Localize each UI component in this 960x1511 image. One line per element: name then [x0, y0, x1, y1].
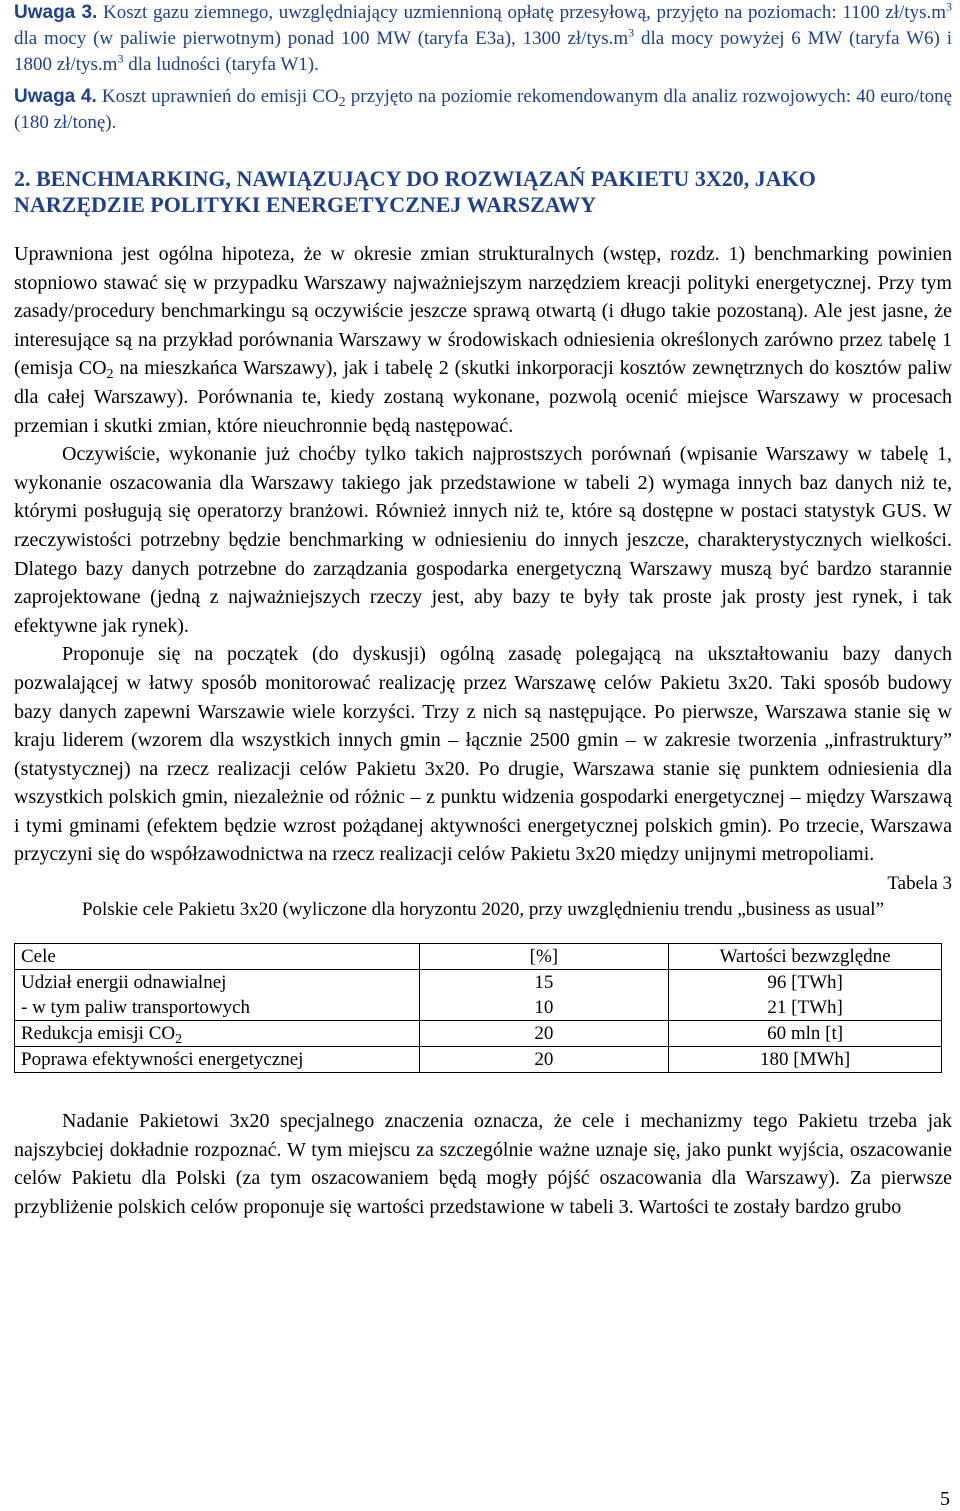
paragraph-2: Oczywiście, wykonanie już choćby tylko takich najprostszych porównań (wpisanie Warszawy w tabelę 1, wykonanie oszacowania dla Warszawy takiego jak przedstawione w tabeli 2) wymaga innych baz danych niż te, którymi posługują się operatorzy branżowi. Również innych niż te, które są dostępne w postaci statystyk GUS. W rzeczywistości potrzebny będzie benchmarking w odniesieniu do innych jeszcze, charakterystycznych wielkości. Dlatego bazy danych potrzebne do zarządzania gospodarka energetyczną Warszawy muszą być bardzo starannie zaprojektowane (jedną z najważniejszych rzeczy jest, aby bazy te były tak proste jak prosty jest rynek, i tak efektywne jak rynek).	[14, 443, 952, 637]
page-number: 5	[940, 1488, 950, 1510]
table-row: - w tym paliw transportowych 10 21 [TWh]	[15, 995, 942, 1021]
header-percent: [%]	[419, 944, 669, 970]
paragraph-4: Nadanie Pakietowi 3x20 specjalnego znaczenia oznacza, że cele i mechanizmy tego Pakietu trzeba jak najszybciej dokładnie rozpoznać. W tym miejscu za szczególnie ważne uznaje się, jako punkt wyjścia, oszacowanie celów Pakietu dla Polski (za tym oszacowaniem będą mogły pójść oszacowania dla Warszawy). Za pierwsze przybliżenie polskich celów proponuje się wartości przedstawione w tabeli 3. Wartości te zostały bardzo grubo	[14, 1110, 952, 1218]
table-row: Udział energii odnawialnej 15 96 [TWh]	[15, 970, 942, 996]
table-row: Poprawa efektywności energetycznej 20 180 [MWh]	[15, 1047, 942, 1073]
header-goals: Cele	[15, 944, 420, 970]
note-label: Uwaga 4.	[14, 86, 97, 107]
note-label: Uwaga 3.	[14, 2, 98, 23]
table-label: Tabela 3	[887, 873, 952, 895]
header-absolute: Wartości bezwzględne	[669, 944, 942, 970]
table-caption: Polskie cele Pakietu 3x20 (wyliczone dla horyzontu 2020, przy uwzględnieniu trendu „business as usual”	[81, 899, 885, 921]
paragraph-1: Uprawniona jest ogólna hipoteza, że w okresie zmian strukturalnych (wstęp, rozdz. 1) benchmarking powinien stopniowo stawać się w przypadku Warszawy najważniejszym narzędziem kreacji polityki energetycznej. Przy tym zasady/procedury benchmarkingu są oczywiście jeszcze sprawą otwartą (i długo takie pozostaną). Ale jest jasne, że interesujące są na przykład porównania Warszawy w środowiskach odniesienia określonych zarówno przez tabelę 1 (emisja $CO_2$ na mieszkańca Warszawy), jak i tabelę 2 (skutki inkorporacji kosztów zewnętrznych do kosztów paliw dla całej Warszawy). Porównania te, kiedy zostaną wykonane, pozwolą ocenić miejsce Warszawy w procesach przemian i skutki zmian, które nieuchronnie będą następować.	[14, 243, 952, 437]
goals-table	[14, 943, 942, 1073]
note-4: Uwaga 4. Koszt uprawnień do emisji $CO_2$ przyjęto na poziomie rekomendowanym dla analiz rozwojowych: 40 euro/tonę (180 zł/tonę).	[14, 86, 952, 133]
note-3: Uwaga 3. Koszt gazu ziemnego, uwzględniający uzmiennioną opłatę przesyłową, przyjęto na poziomach: 1100 $zł/tys.m^3$ dla mocy (w paliwie pierwotnym) ponad 100 MW (taryfa E3a), 1300 $zł/tys.m^3$ dla mocy powyżej 6 MW (taryfa W6) i 1800 $zł/tys.m^3$ dla ludności (taryfa W1).	[14, 0, 952, 75]
paragraph-3: Proponuje się na początek (do dyskusji) ogólną zasadę polegającą na ukształtowaniu bazy danych pozwalającej w łatwy sposób monitorować realizację przez Warszawę celów Pakietu 3x20. Taki sposób budowy bazy danych zapewni Warszawie wiele korzyści. Trzy z nich są następujące. Po pierwsze, Warszawa stanie się w kraju liderem (wzorem dla wszystkich innych gmin – łącznie 2500 gmin – w zakresie tworzenia „infrastruktury” (statystycznej) na rzecz realizacji celów Pakietu 3x20. Po drugie, Warszawa stanie się punktem odniesienia dla wszystkich polskich gmin, niezależnie od różnic – z punktu widzenia gospodarki energetycznej – między Warszawą i tymi gminami (efektem będzie wzrost pożądanej aktywności energetycznej polskich gmin). Po trzecie, Warszawa przyczyni się do współzawodnictwa na rzecz realizacji celów Pakietu 3x20 między unijnymi metropoliami.	[14, 643, 952, 866]
section-heading: 2. BENCHMARKING, NAWIĄZUJĄCY DO ROZWIĄZAŃ PAKIETU 3X20, JAKO NARZĘDZIE POLITYKI ENERGETYCZNEJ WARSZAWY	[14, 166, 816, 217]
table-row: Redukcja emisji $CO_2$ 20 60 mln [t]	[15, 1021, 942, 1047]
table-header-row	[15, 944, 942, 970]
